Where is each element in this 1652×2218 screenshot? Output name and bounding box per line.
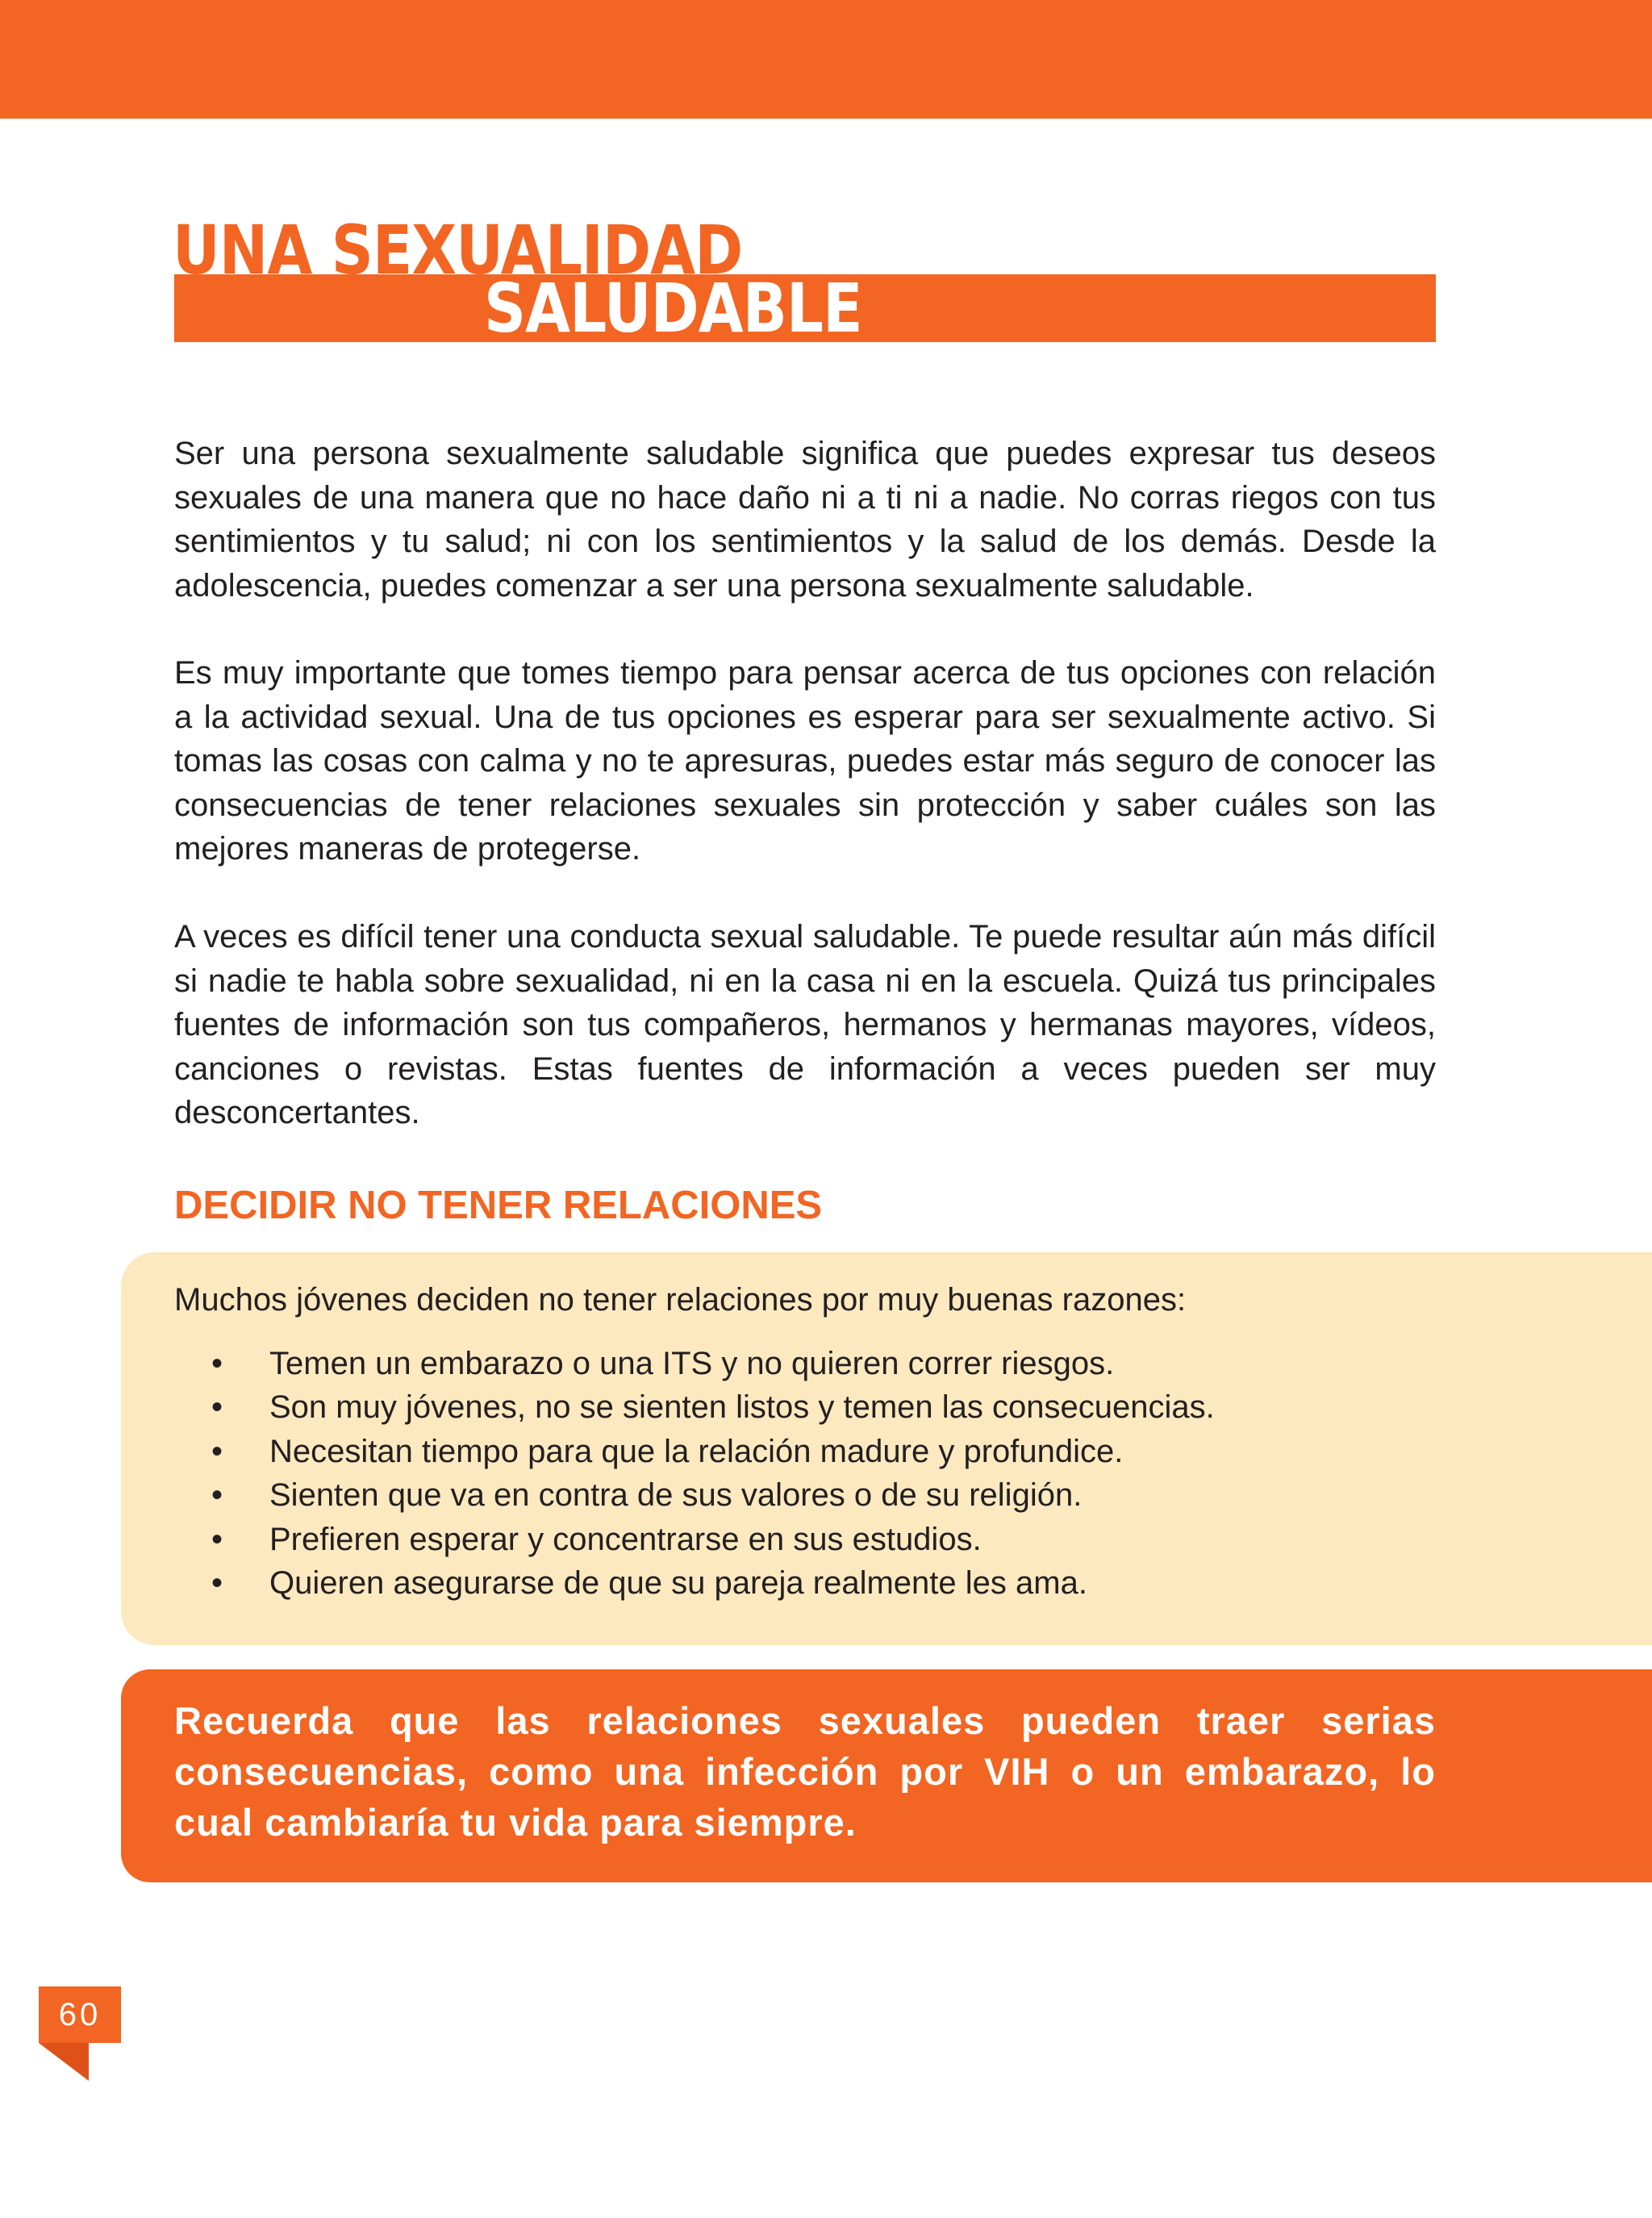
list-item [174,1473,1215,1517]
list-item-text: Prefieren esperar y concentrarse en sus estudios. [269,1521,982,1557]
list-item-text: Temen un embarazo o una ITS y no quieren correr riesgos. [269,1346,1115,1381]
reasons-list [174,1342,1215,1605]
bullet-icon: • [211,1433,223,1469]
list-item-text: Quieren asegurarse de que su pareja realmente les ama. [269,1565,1087,1602]
list-item-text: Son muy jóvenes, no se sienten listos y temen las consecuencias. [269,1389,1215,1426]
page-number: 60 [58,1997,102,2032]
bullet-icon: • [211,1346,223,1381]
reasons-intro: Muchos jóvenes deciden no tener relaciones por muy buenas razones: [174,1282,1187,1318]
bullet-icon: • [211,1477,223,1514]
page-title-line1: UNA SEXUALIDAD [173,211,743,290]
list-item [174,1430,1215,1473]
intro-paragraph-1: Ser una persona sexualmente saludable significa que puedes expresar tus deseos sexuales de una manera que no hace daño ni a ti ni a nadie. No corras riegos con tus sentimientos y tu salud; ni con los sentimientos y la salud de los demás. Desde la adolescencia, puedes comenzar a ser una persona sexualmente saludable. [174,436,1436,604]
list-item-text: Sienten que va en contra de sus valores o de su religión. [269,1477,1083,1514]
bullet-icon: • [211,1565,223,1602]
callout-text: Recuerda que las relaciones sexuales pueden traer serias consecuencias, como una infección por VIH o un embarazo, lo cual cambiaría tu vida para siempre. [174,1699,1436,1844]
page-tab-fold [39,2043,89,2081]
bullet-icon: • [211,1389,223,1426]
list-item [174,1342,1215,1385]
intro-paragraph-3: A veces es difícil tener una conducta sexual saludable. Te puede resultar aún más difícil si nadie te habla sobre sexualidad, ni en la casa ni en la escuela. Quizá tus principales fuentes de información son tus compañeros, hermanos y hermanas mayores, vídeos, canciones o revistas. Estas fuentes de información a veces pueden ser muy desconcertantes. [174,919,1436,1130]
list-item-text: Necesitan tiempo para que la relación madure y profundice. [269,1433,1124,1469]
list-item [174,1385,1215,1429]
section-heading: DECIDIR NO TENER RELACIONES [174,1184,823,1227]
list-item [174,1561,1215,1605]
bullet-icon: • [211,1521,223,1557]
intro-paragraph-2: Es muy importante que tomes tiempo para pensar acerca de tus opciones con relación a la actividad sexual. Una de tus opciones es esperar para ser sexualmente activo. Si tomas las cosas con calma y no te apresuras, puedes estar más seguro de conocer las consecuencias de tener relaciones sexuales sin protección y saber cuáles son las mejores maneras de protegerse. [174,655,1436,867]
page-title-line2: SALUDABLE [484,269,862,348]
list-item [174,1518,1215,1561]
top-color-band [0,0,1652,119]
